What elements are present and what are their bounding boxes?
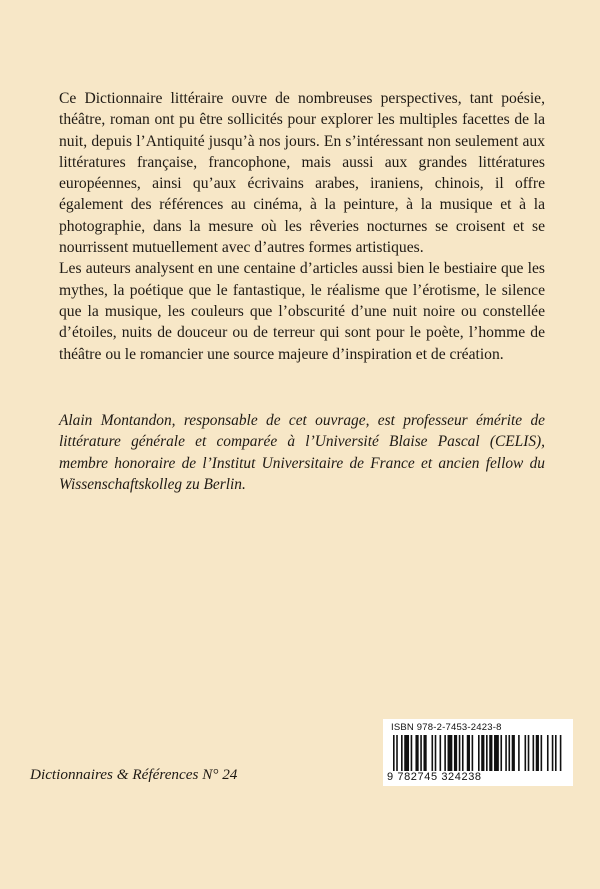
isbn-number: ISBN 978-2-7453-2423-8 bbox=[391, 722, 502, 733]
barcode-digits: 9 782745 324238 bbox=[387, 771, 482, 783]
description-paragraph-2: Les auteurs analysent en une centaine d’articles aussi bien le bestiaire que les mythes, la poétique que le fantastique, le réalisme que l’érotisme, le silence que la musique, les couleurs que l’obscurité d’une nuit noire ou constellée d’étoiles, nuits de douceur ou de terreur qui sont pour le poète, l’homme de théâtre ou le romancier une source majeure d’inspiration et de création. bbox=[59, 260, 545, 363]
description-text bbox=[59, 88, 545, 365]
isbn-barcode bbox=[383, 719, 573, 786]
barcode-bars bbox=[393, 735, 563, 771]
description-paragraph-1: Ce Dictionnaire littéraire ouvre de nombreuses perspectives, tant poésie, théâtre, roman ont pu être sollicités pour explorer les multiples facettes de la nuit, depuis l’Antiquité jusqu’à nos jours. En s’intéressant non seulement aux littératures française, francophone, mais aussi aux grandes littératures européennes, ainsi qu’aux écrivains arabes, iraniens, chinois, il offre également des références au cinéma, à la peinture, à la musique et à la photographie, dans la mesure où les rêveries nocturnes se croisent et se nourrissent mutuellement avec d’autres formes artistiques. bbox=[59, 90, 545, 257]
series-label: Dictionnaires & Références N° 24 bbox=[30, 766, 238, 783]
author-note: Alain Montandon, responsable de cet ouvrage, est professeur émérite de littérature générale et comparée à l’Université Blaise Pascal (CELIS), membre honoraire de l’Institut Universitaire de France et ancien fellow du Wissenschaftskolleg zu Berlin. bbox=[59, 412, 545, 493]
